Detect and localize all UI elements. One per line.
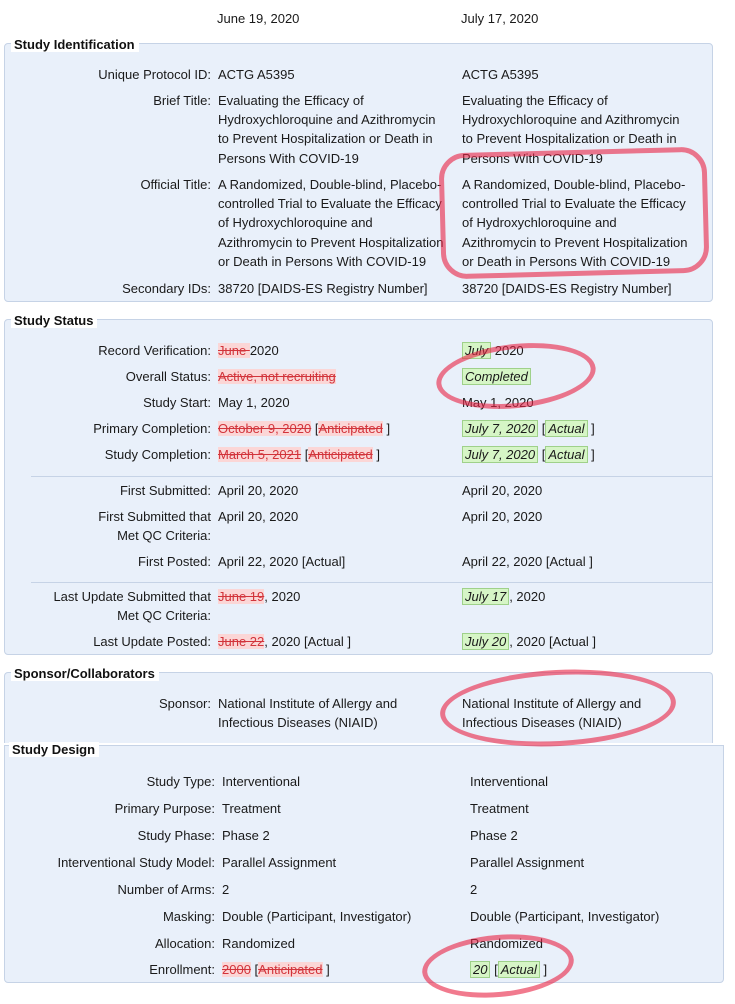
text-line: to Prevent Hospitalization or Death in <box>218 131 433 147</box>
label-line: First Submitted that <box>98 509 211 524</box>
text-line: Persons With COVID-19 <box>218 150 359 166</box>
left-value: Double (Participant, Investigator) <box>222 909 412 924</box>
field-label: Allocation: <box>155 936 215 951</box>
section-title: Sponsor/Collaborators <box>11 666 159 681</box>
field-label: Official Title: <box>140 177 211 192</box>
field-label: First Posted: <box>138 554 211 569</box>
field-label: Study Start: <box>143 395 211 410</box>
field-label: Primary Completion: <box>93 421 211 436</box>
unchanged-text: 2020 <box>491 343 524 358</box>
deleted-tag: Anticipated <box>308 447 373 462</box>
field-label: Study Completion: <box>104 447 211 462</box>
right-value: Phase 2 <box>470 828 518 843</box>
text-line: Evaluating the Efficacy of <box>462 93 608 108</box>
text-line: or Death in Persons With COVID-19 <box>218 253 427 269</box>
text-line: to Prevent Hospitalization or Death in <box>462 131 677 147</box>
added-text: July 20 <box>462 633 509 650</box>
section-title: Study Design <box>9 742 99 757</box>
label-line: Last Update Submitted that <box>53 589 211 604</box>
unchanged-text: , 2020 <box>509 589 546 604</box>
left-value: March 5, 2021 [Anticipated ] <box>218 447 380 462</box>
field-label: Study Type: <box>146 774 215 789</box>
left-value: October 9, 2020 [Anticipated ] <box>218 421 391 436</box>
deleted-tag: Anticipated <box>318 421 383 436</box>
right-value: April 20, 2020 <box>462 483 543 498</box>
left-value: April 22, 2020 [Actual] <box>218 554 346 569</box>
left-value: Parallel Assignment <box>222 855 337 870</box>
deleted-tag: Anticipated <box>258 962 323 977</box>
left-value: April 20, 2020 <box>218 509 299 524</box>
text-line: Azithromycin to Prevent Hospitalization <box>462 234 688 250</box>
added-text: July 17 <box>462 588 509 605</box>
left-value: Interventional <box>222 774 301 789</box>
text-line: Hydroxychloroquine and Azithromycin <box>218 112 436 128</box>
section-study-status <box>4 313 713 655</box>
left-value: 38720 [DAIDS-ES Registry Number] <box>218 281 428 296</box>
left-value <box>218 175 443 271</box>
right-value: 38720 [DAIDS-ES Registry Number] <box>462 281 672 296</box>
left-value: Phase 2 <box>222 828 270 843</box>
field-label: Sponsor: <box>158 696 211 711</box>
right-value: Parallel Assignment <box>470 855 585 870</box>
right-value: Double (Participant, Investigator) <box>470 909 660 924</box>
left-value: Treatment <box>222 801 281 816</box>
field-label: Brief Title: <box>153 93 211 108</box>
field-label: Enrollment: <box>149 962 215 977</box>
right-value <box>462 367 531 386</box>
left-value: April 20, 2020 <box>218 483 299 498</box>
field-label: Study Phase: <box>137 828 215 843</box>
section-study-identification <box>4 37 713 302</box>
added-text: 20 <box>470 961 490 978</box>
right-value <box>462 632 596 651</box>
field-label: Masking: <box>162 909 215 924</box>
right-value: July 7, 2020 [ Actual ] <box>462 419 595 438</box>
deleted-text: June 22 <box>218 634 265 649</box>
field-label: Interventional Study Model: <box>57 855 215 870</box>
deleted-text: Active, not recruiting <box>218 369 336 384</box>
section-sponsor-collaborators <box>4 666 713 743</box>
left-value <box>218 632 351 651</box>
label-line: Met QC Criteria: <box>117 528 211 544</box>
text-line: of Hydroxychloroquine and <box>218 215 373 231</box>
text-line: controlled Trial to Evaluate the Efficacy <box>218 196 442 212</box>
right-value <box>462 175 687 271</box>
added-tag: Actual <box>498 961 540 978</box>
left-value: 2000 [Anticipated ] <box>222 962 330 977</box>
left-value <box>218 587 300 606</box>
field-label: Number of Arms: <box>117 882 215 897</box>
label-line: Met QC Criteria: <box>117 608 211 624</box>
text-line: A Randomized, Double-blind, Placebo- <box>218 177 442 192</box>
right-value <box>462 694 641 732</box>
left-value: Randomized <box>222 936 295 951</box>
right-value <box>462 341 524 360</box>
text-line: Infectious Diseases (NIAID) <box>462 715 622 731</box>
text-line: Evaluating the Efficacy of <box>218 93 364 108</box>
left-value <box>218 367 336 386</box>
section-title: Study Status <box>11 313 97 328</box>
right-value: ACTG A5395 <box>462 67 539 82</box>
right-value <box>462 91 680 168</box>
deleted-text: June 19 <box>218 589 265 604</box>
left-value <box>218 341 279 360</box>
text-line: A Randomized, Double-blind, Placebo- <box>462 177 686 192</box>
added-text: July 7, 2020 <box>462 420 538 437</box>
text-line: National Institute of Allergy and <box>218 696 398 711</box>
field-label: Overall Status: <box>125 369 211 384</box>
text-line: Azithromycin to Prevent Hospitalization <box>218 234 444 250</box>
section-study-design <box>4 742 724 983</box>
left-version-date: June 19, 2020 <box>217 11 300 26</box>
right-value: April 20, 2020 <box>462 509 543 524</box>
divider <box>31 582 712 583</box>
added-text: July <box>462 342 491 359</box>
right-value <box>462 587 545 606</box>
field-label: Primary Purpose: <box>114 801 215 816</box>
left-value: 2 <box>222 882 230 897</box>
text-line: Hydroxychloroquine and Azithromycin <box>462 112 680 128</box>
unchanged-text: , 2020 [Actual ] <box>264 634 351 649</box>
left-value <box>218 91 436 168</box>
field-label <box>5 507 211 545</box>
field-label <box>5 587 211 625</box>
unchanged-text: , 2020 [Actual ] <box>509 634 596 649</box>
added-text: July 7, 2020 <box>462 446 538 463</box>
unchanged-text: , 2020 <box>264 589 301 604</box>
text-line: National Institute of Allergy and <box>462 696 642 711</box>
left-value <box>218 694 397 732</box>
field-label: First Submitted: <box>119 483 211 498</box>
unchanged-text: 2020 <box>249 343 279 358</box>
text-line: or Death in Persons With COVID-19 <box>462 253 671 269</box>
text-line: controlled Trial to Evaluate the Efficacy <box>462 196 686 212</box>
right-value: May 1, 2020 <box>462 395 534 410</box>
field-label: Unique Protocol ID: <box>98 67 211 82</box>
section-title: Study Identification <box>11 37 139 52</box>
deleted-text: June <box>218 343 250 358</box>
text-line: Persons With COVID-19 <box>462 150 603 166</box>
right-value: July 7, 2020 [ Actual ] <box>462 445 595 464</box>
text-line: Infectious Diseases (NIAID) <box>218 715 378 731</box>
left-value: ACTG A5395 <box>218 67 295 82</box>
deleted-text: 2000 <box>222 962 251 977</box>
left-value: May 1, 2020 <box>218 395 290 410</box>
right-version-date: July 17, 2020 <box>461 11 539 26</box>
added-tag: Actual <box>545 446 587 463</box>
right-value: Randomized <box>470 936 543 951</box>
deleted-text: October 9, 2020 <box>218 421 312 436</box>
added-text: Completed <box>462 368 531 385</box>
deleted-text: March 5, 2021 <box>218 447 302 462</box>
right-value: Interventional <box>470 774 549 789</box>
field-label: Last Update Posted: <box>93 634 211 649</box>
right-value: 20 [ Actual ] <box>470 960 547 979</box>
right-value: Treatment <box>470 801 529 816</box>
text-line: of Hydroxychloroquine and <box>462 215 617 231</box>
right-value: 2 <box>470 882 478 897</box>
field-label: Secondary IDs: <box>122 281 211 296</box>
field-label: Record Verification: <box>98 343 211 358</box>
divider <box>31 476 712 477</box>
added-tag: Actual <box>545 420 587 437</box>
right-value: April 22, 2020 [Actual ] <box>462 554 593 569</box>
